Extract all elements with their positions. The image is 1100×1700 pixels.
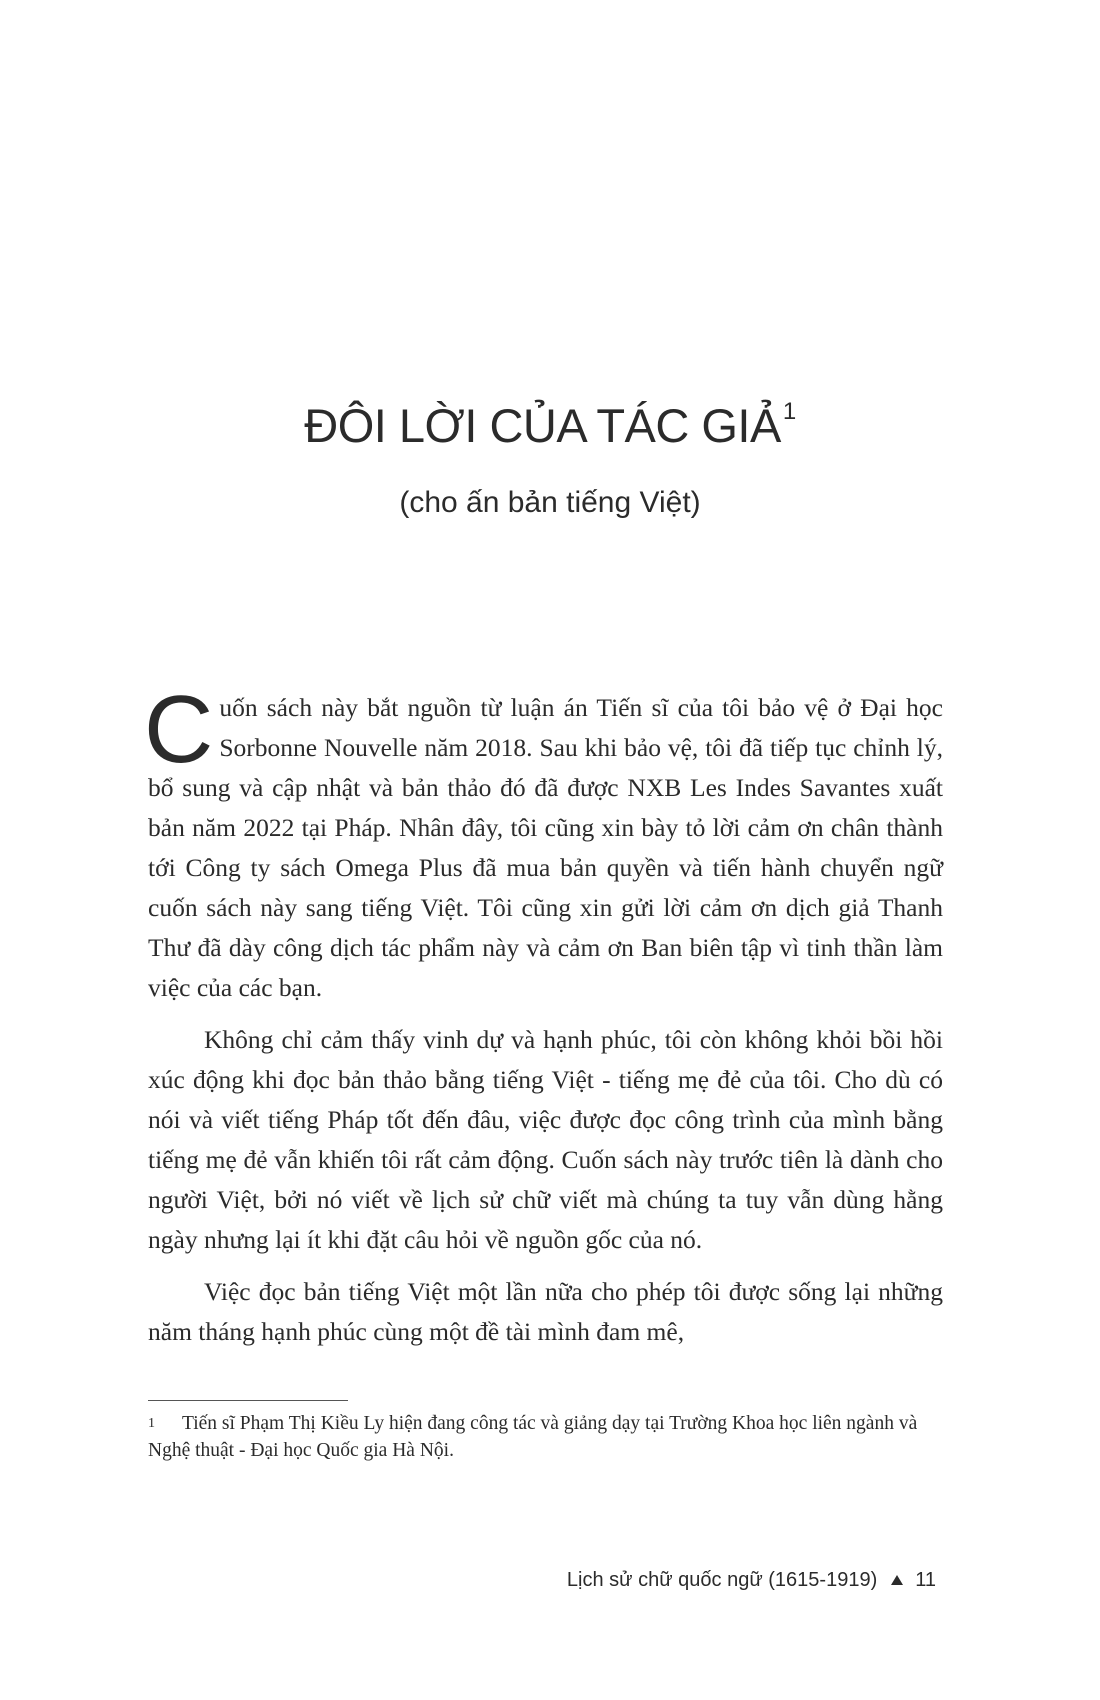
footnote bbox=[148, 1410, 943, 1464]
drop-cap: C bbox=[144, 676, 214, 783]
paragraph-2: Không chỉ cảm thấy vinh dự và hạnh phúc, tôi còn không khỏi bồi hồi xúc động khi đọc bản thảo bằng tiếng Việt - tiếng mẹ đẻ của tôi. Cho dù có nói và viết tiếng Pháp tốt đến đâu, việc được đọc công trình của mình bằng tiếng mẹ đẻ vẫn khiến tôi rất cảm động. Cuốn sách này trước tiên là dành cho người Việt, bởi nó viết về lịch sử chữ viết mà chúng ta tuy vẫn dùng hằng ngày nhưng lại ít khi đặt câu hỏi về nguồn gốc của nó. bbox=[148, 1025, 943, 1254]
page-number: 11 bbox=[915, 1569, 936, 1591]
body-text bbox=[144, 676, 943, 1364]
paragraph-1 bbox=[144, 676, 943, 1008]
chapter-subtitle: (cho ấn bản tiếng Việt) bbox=[399, 486, 701, 519]
running-footer bbox=[567, 1569, 936, 1592]
footnote-divider bbox=[148, 1400, 348, 1401]
triangle-up-icon bbox=[891, 1575, 903, 1585]
title-footnote-marker: 1 bbox=[782, 398, 796, 425]
chapter-title bbox=[0, 398, 1100, 452]
paragraph-1-text: uốn sách này bắt nguồn từ luận án Tiến sĩ của tôi bảo vệ ở Đại học Sorbonne Nouvelle năm 2018. Sau khi bảo vệ, tôi đã tiếp tục chỉnh lý, bổ sung và cập nhật và bản thảo đó đã được NXB Les Indes Savantes xuất bản năm 2022 tại Pháp. Nhân đây, tôi cũng xin bày tỏ lời cảm ơn chân thành tới Công ty sách Omega Plus đã mua bản quyền và tiến hành chuyển ngữ cuốn sách này sang tiếng Việt. Tôi cũng xin gửi lời cảm ơn dịch giả Thanh Thư đã dày công dịch tác phẩm này và cảm ơn Ban biên tập vì tinh thần làm việc của các bạn. bbox=[148, 693, 943, 1002]
chapter-title-text: ĐÔI LỜI CỦA TÁC GIẢ bbox=[304, 399, 781, 452]
paragraph-3: Việc đọc bản tiếng Việt một lần nữa cho phép tôi được sống lại những năm tháng hạnh phúc cùng một đề tài mình đam mê, bbox=[148, 1277, 943, 1346]
footnote-marker: 1 bbox=[148, 1416, 155, 1431]
footnote-text: Tiến sĩ Phạm Thị Kiều Ly hiện đang công tác và giảng dạy tại Trường Khoa học liên ngành và Nghệ thuật - Đại học Quốc gia Hà Nội. bbox=[148, 1413, 918, 1461]
footer-book-title: Lịch sử chữ quốc ngữ (1615-1919) bbox=[566, 1569, 878, 1591]
